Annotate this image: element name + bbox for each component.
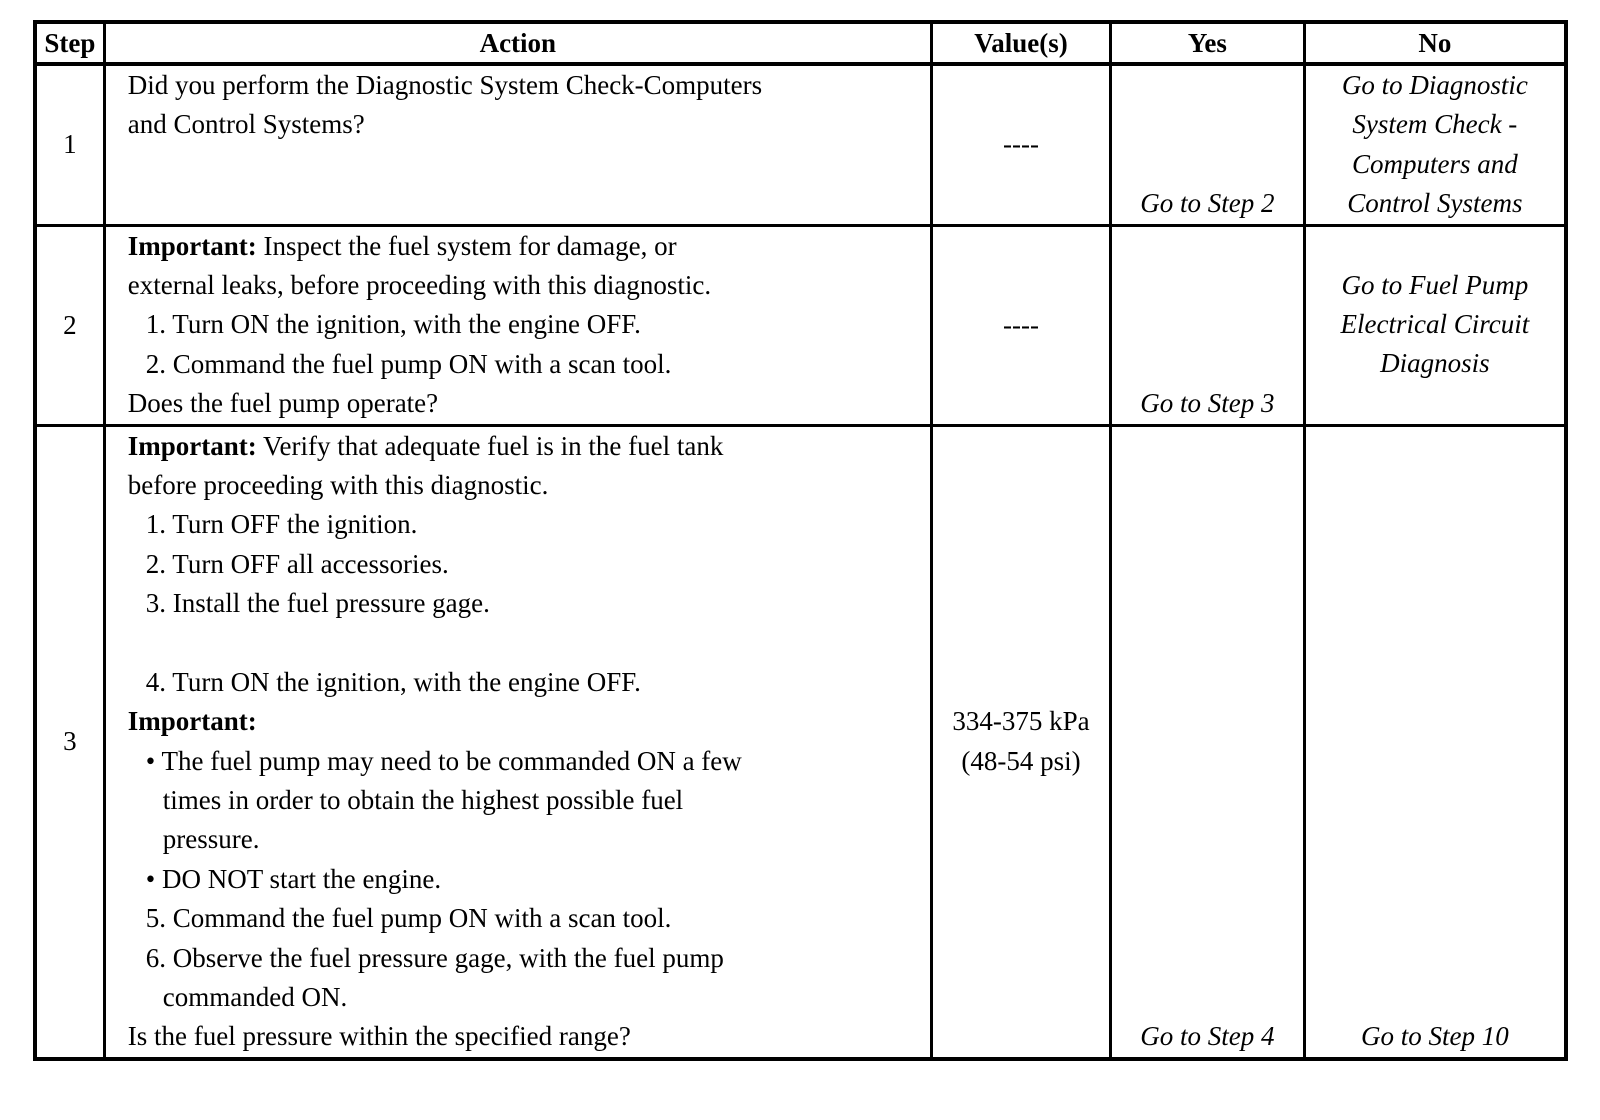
- no-cell[interactable]: [1304, 225, 1566, 425]
- action-step: 2. Command the fuel pump ON with a scan tool.: [145, 348, 672, 379]
- header-step: Step: [35, 22, 104, 64]
- action-line: and Control Systems?: [127, 109, 365, 140]
- action-step: 4. Turn ON the ignition, with the engine OFF.: [145, 666, 641, 697]
- no-cell[interactable]: [1304, 64, 1566, 225]
- action-step: 6. Observe the fuel pressure gage, with the fuel pump: [145, 942, 724, 973]
- header-row: [35, 22, 1566, 64]
- no-line: Electrical Circuit: [1340, 309, 1530, 340]
- header-action: Action: [104, 22, 931, 64]
- action-question: Is the fuel pressure within the specified range?: [127, 1021, 631, 1052]
- action-step: 5. Command the fuel pump ON with a scan tool.: [145, 903, 672, 934]
- action-step: 2. Turn OFF all accessories.: [145, 548, 449, 579]
- yes-cell: [1111, 225, 1305, 425]
- table-row: [35, 64, 1566, 225]
- action-step: 1. Turn ON the ignition, with the engine OFF.: [145, 309, 641, 340]
- important-text: Verify that adequate fuel is in the fuel tank: [256, 430, 724, 461]
- diagnostic-table: [33, 20, 1568, 1061]
- no-line: Diagnosis: [1380, 348, 1490, 379]
- important-line: [128, 227, 930, 266]
- action-line: external leaks, before proceeding with this diagnostic.: [127, 270, 712, 301]
- action-line: before proceeding with this diagnostic.: [127, 470, 549, 501]
- action-line: Did you perform the Diagnostic System Check-Computers: [127, 70, 763, 100]
- step-number: 2: [35, 225, 104, 425]
- bullet-continuation: pressure.: [162, 824, 260, 855]
- value-cell: ----: [931, 225, 1110, 425]
- action-step: 1. Turn OFF the ignition.: [145, 509, 418, 540]
- action-step-continuation: commanded ON.: [162, 981, 348, 1012]
- step-number: 1: [35, 64, 104, 225]
- yes-link[interactable]: Go to Step 4: [1140, 1021, 1275, 1052]
- no-cell: [1304, 425, 1566, 1059]
- value-line: (48-54 psi): [961, 745, 1081, 776]
- header-no: No: [1304, 22, 1566, 64]
- no-line: Go to Diagnostic: [1341, 70, 1528, 100]
- important-line: [128, 702, 930, 741]
- action-step: 3. Install the fuel pressure gage.: [145, 588, 490, 619]
- yes-cell: [1111, 425, 1305, 1059]
- value-cell: ----: [931, 64, 1110, 225]
- action-question: Does the fuel pump operate?: [127, 388, 439, 419]
- important-text: Inspect the fuel system for damage, or: [256, 230, 677, 261]
- yes-link[interactable]: Go to Step 2: [1140, 188, 1275, 219]
- value-cell: [931, 425, 1110, 1059]
- bullet-continuation: times in order to obtain the highest possible fuel: [162, 784, 684, 815]
- header-values: Value(s): [931, 22, 1110, 64]
- bullet-item: • The fuel pump may need to be commanded ON a few: [145, 745, 742, 776]
- action-cell: [104, 225, 931, 425]
- important-line: [128, 427, 930, 466]
- action-cell: [104, 425, 931, 1059]
- table-row: [35, 225, 1566, 425]
- bullet-item: • DO NOT start the engine.: [145, 863, 442, 894]
- no-line: System Check -: [1352, 109, 1518, 140]
- important-label: Important:: [127, 430, 257, 461]
- yes-link[interactable]: Go to Step 3: [1140, 388, 1275, 419]
- no-line: Go to Fuel Pump: [1341, 269, 1529, 300]
- header-yes: Yes: [1111, 22, 1305, 64]
- value-line: 334-375 kPa: [952, 706, 1090, 737]
- important-label: Important:: [127, 230, 257, 261]
- no-line: Control Systems: [1347, 188, 1523, 219]
- yes-cell: [1111, 64, 1305, 225]
- table-row: [35, 425, 1566, 1059]
- action-cell: [104, 64, 931, 225]
- important-label: Important:: [127, 706, 257, 737]
- step-number: 3: [35, 425, 104, 1059]
- no-link[interactable]: Go to Step 10: [1360, 1021, 1509, 1052]
- no-line: Computers and: [1351, 148, 1518, 179]
